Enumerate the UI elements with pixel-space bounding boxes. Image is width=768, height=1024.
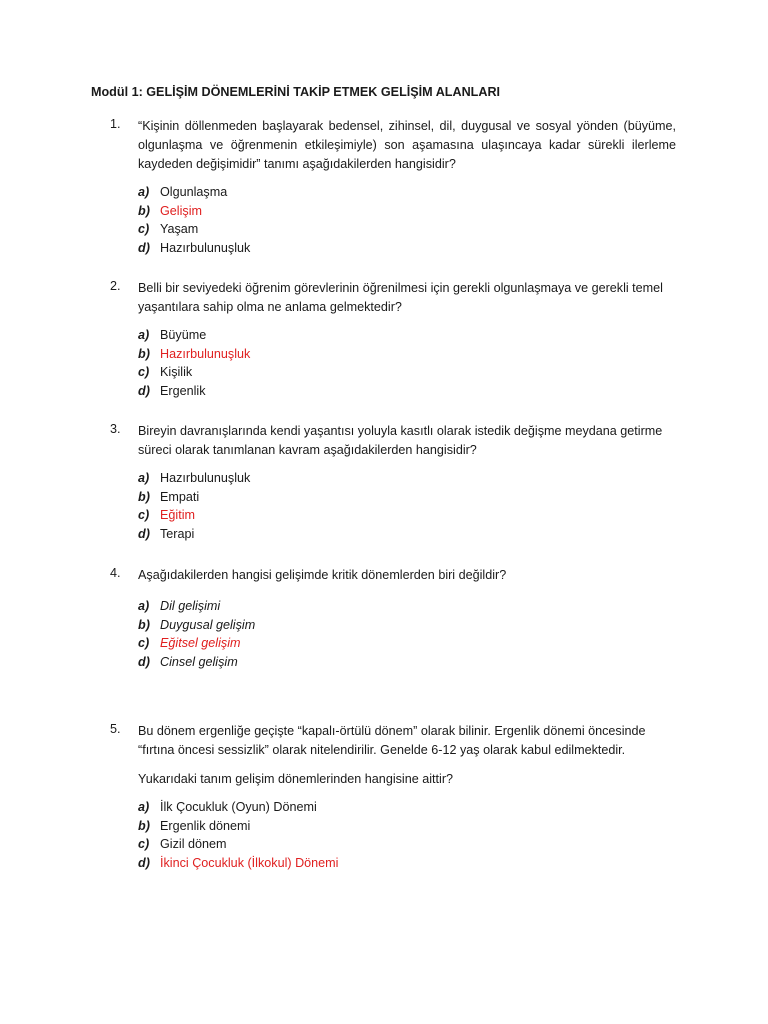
option-text: Ergenlik dönemi [160,818,251,833]
option-letter: d) [138,655,150,670]
question-text: Belli bir seviyedeki öğrenim görevlerinin öğrenilmesi için gerekli olgunlaşmaya ve gerekli temel yaşantılara sahip olma ne anlama gelmektedir? [138,281,663,314]
option-d [138,525,676,544]
option-letter: c) [138,837,150,852]
option-text: Yaşam [160,222,199,237]
option-letter: d) [138,856,150,871]
option-letter: b) [138,489,150,504]
option-letter: d) [138,241,150,256]
option-c [138,363,676,382]
option-letter: a) [138,800,150,814]
option-text: Dil gelişimi [160,599,221,613]
correct-option-text: Eğitim [160,508,195,523]
option-list [138,798,676,873]
question-text: “Kişinin döllenmeden başlayarak bedensel, zihinsel, dil, duygusal ve sosyal yönden (büyüme, olgunlaşma ve öğrenmenin etkileşimiyle) son aşamasına ulaşıncaya kadar sürekli ilerleme kaydeden değişimidir” tanımı aşağıdakilerden hangisidir? [138,119,676,171]
option-b [138,202,676,221]
option-letter: d) [138,527,150,542]
option-text: Terapi [160,527,195,542]
option-a [138,469,676,488]
question-1 [110,117,676,258]
option-a [138,597,676,616]
option-c [138,220,676,239]
question-number: 2. [110,279,121,293]
option-letter: c) [138,508,150,523]
option-letter: b) [138,617,150,632]
option-b [138,616,676,635]
option-letter: a) [138,599,150,613]
question-number: 1. [110,117,121,131]
option-a [138,183,676,202]
option-list [138,183,676,258]
question-4 [110,566,676,672]
correct-option-text: Gelişim [160,203,202,218]
option-letter: c) [138,222,150,237]
option-letter: c) [138,365,150,380]
option-b [138,345,676,364]
option-list [138,597,676,672]
option-text: Cinsel gelişim [160,655,238,670]
question-prompt: Yukarıdaki tanım gelişim dönemlerinden hangisine aittir? [138,772,454,786]
option-text: Empati [160,489,200,504]
question-5 [110,722,676,873]
question-text: Aşağıdakilerden hangisi gelişimde kritik dönemlerden biri değildir? [138,568,507,582]
option-letter: a) [138,471,150,485]
option-c [138,835,676,854]
module-title: Modül 1: GELİŞİM DÖNEMLERİNİ TAKİP ETMEK GELİŞİM ALANLARI [91,85,501,99]
question-number: 3. [110,422,121,436]
option-letter: b) [138,818,150,833]
option-d [138,653,676,672]
option-text: Kişilik [160,365,193,380]
option-text: Duygusal gelişim [160,617,256,632]
option-text: İlk Çocukluk (Oyun) Dönemi [160,800,317,814]
option-list [138,469,676,544]
option-letter: b) [138,346,150,361]
question-number: 5. [110,722,121,736]
option-text: Hazırbulunuşluk [160,241,251,256]
option-letter: a) [138,328,150,342]
option-text: Büyüme [160,328,207,342]
option-letter: d) [138,384,150,399]
option-b [138,817,676,836]
option-letter: c) [138,636,150,651]
option-letter: a) [138,185,150,199]
question-2 [110,279,676,401]
correct-option-text: Hazırbulunuşluk [160,346,251,361]
question-text: Bireyin davranışlarında kendi yaşantısı yoluyla kasıtlı olarak istedik değişme meydana getirme süreci olarak tanımlanan kavram aşağıdakilerden hangisidir? [138,424,663,457]
option-d [138,854,676,873]
option-text: Gizil dönem [160,837,227,852]
option-d [138,382,676,401]
option-a [138,326,676,345]
question-number: 4. [110,566,121,580]
question-text: Bu dönem ergenliğe geçişte “kapalı-örtülü dönem” olarak bilinir. Ergenlik dönemi öncesinde “fırtına öncesi sessizlik” olarak nitelendirilir. Genelde 6-12 yaş olarak kabul edilmektedir. [138,724,646,757]
option-a [138,798,676,817]
option-c [138,506,676,525]
option-letter: b) [138,203,150,218]
question-3 [110,422,676,544]
option-list [138,326,676,401]
correct-option-text: İkinci Çocukluk (İlkokul) Dönemi [160,856,339,871]
option-d [138,239,676,258]
correct-option-text: Eğitsel gelişim [160,636,241,651]
option-text: Hazırbulunuşluk [160,471,251,485]
option-b [138,488,676,507]
option-c [138,634,676,653]
option-text: Olgunlaşma [160,185,228,199]
option-text: Ergenlik [160,384,206,399]
